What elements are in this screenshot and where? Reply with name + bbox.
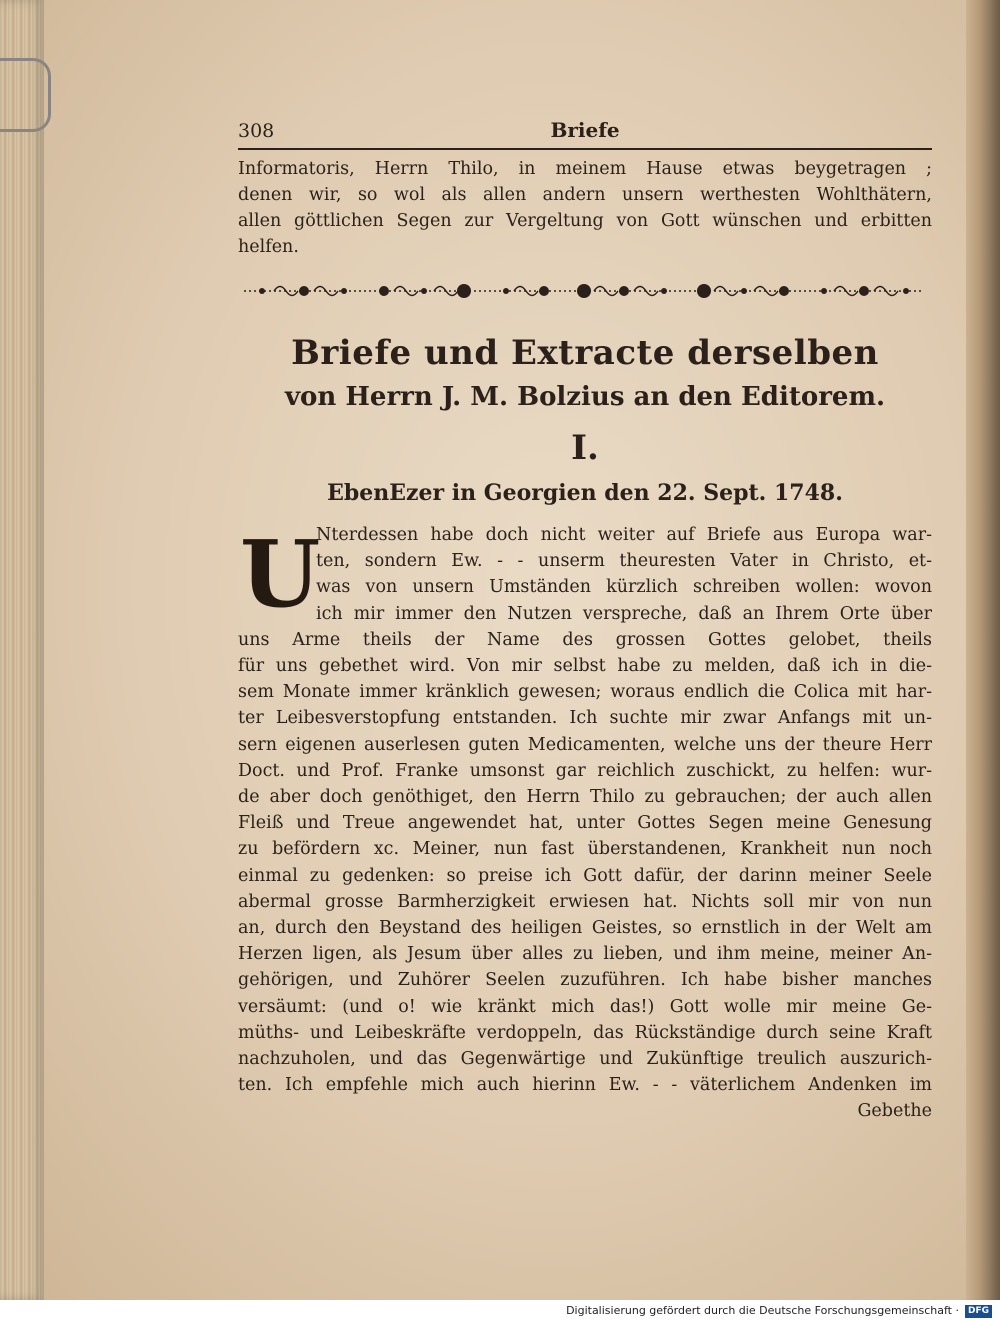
text-line: denen wir, so wol als allen andern unsern werthesten Wohlthätern, (238, 185, 932, 205)
catchword: Gebethe (857, 1101, 932, 1122)
letters-subtitle: von Herrn J. M. Bolzius an den Editorem. (284, 382, 886, 412)
text-line: Informatoris, Herrn Thilo, in meinem Hause etwas beygetragen ; (238, 159, 932, 179)
digitization-footer (0, 1300, 1000, 1321)
text-line: Nterdessen habe doch nicht weiter auf Briefe aus Europa war- (316, 525, 932, 545)
text-line: Herzen ligen, als Jesum über alles zu lieben, und ihm meine, meiner An- (238, 944, 932, 965)
footer-credit: Digitalisierung gefördert durch die Deutsche Forschungsgemeinschaft · (566, 1304, 959, 1317)
running-head (238, 112, 932, 150)
ornamental-divider (244, 280, 924, 302)
text-line: an, durch den Beystand des heiligen Geistes, so ernstlich in der Welt am (238, 918, 932, 939)
text-line: allen göttlichen Segen zur Vergeltung von Gott wünschen und erbitten (238, 211, 932, 231)
text-line: versäumt: (und o! wie kränkt mich das!) Gott wolle mir meine Ge- (238, 996, 932, 1017)
text-line: ich mir immer den Nutzen verspreche, daß an Ihrem Orte über (316, 603, 932, 624)
text-line: was von unsern Umständen kürzlich schreiben wollen: wovon (316, 577, 932, 598)
page-number: 308 (238, 120, 275, 142)
text-line: uns Arme theils der Name des grossen Gottes gelobet, theils (238, 629, 932, 650)
page-content (238, 112, 932, 1125)
text-line: nachzuholen, und das Gegenwärtige und Zukünftige treulich auszurich- (238, 1049, 932, 1070)
facing-page-edge (966, 0, 1000, 1300)
text-line: helfen. (238, 237, 299, 257)
text-line: sem Monate immer kränklich gewesen; woraus endlich die Colica mit har- (238, 682, 932, 703)
letter-body (238, 522, 932, 1125)
running-head-title: Briefe (550, 118, 620, 142)
text-line: de aber doch genöthiget, den Herrn Thilo zu gebrauchen; der auch allen (238, 787, 932, 808)
dfg-logo: DFG (965, 1305, 992, 1318)
text-line: Fleiß und Treue angewendet hat, unter Gottes Segen meine Genesung (238, 813, 932, 834)
text-line: für uns gebethet wird. Von mir selbst habe zu melden, daß ich in die- (238, 656, 932, 677)
text-line: einmal zu gedenken: so preise ich Gott dafür, der darinn meiner Seele (238, 865, 932, 886)
text-line: gehörigen, und Zuhörer Seelen zuzuführen. Ich habe bisher manches (238, 970, 932, 991)
top-paragraph (238, 156, 932, 260)
text-line: Doct. und Prof. Franke umsonst gar reichlich zuschickt, zu helfen: wur- (238, 760, 932, 781)
letters-title: Briefe und Extracte derselben (291, 333, 879, 373)
text-line: ten. Ich empfehle mich auch hierinn Ew. - - väterlichem Andenken im (238, 1075, 932, 1096)
text-line: zu befördern xc. Meiner, nun fast überstandenen, Krankheit nun noch (238, 839, 932, 860)
page-clip (0, 58, 51, 132)
text-line: abermal grosse Barmherzigkeit erwiesen hat. Nichts soll mir von nun (238, 891, 932, 912)
drop-capital: U (240, 520, 321, 628)
page-edges-stack (0, 0, 44, 1300)
text-line: sern eigenen auserlesen guten Medicamenten, welche uns der theure Herr (238, 734, 932, 755)
text-line: ten, sondern Ew. - - unserm theuresten Vater in Christo, et- (316, 551, 932, 572)
text-line: müths- und Leibeskräfte verdoppeln, das Rückständige durch seine Kraft (238, 1022, 932, 1043)
text-line: ter Leibesverstopfung entstanden. Ich suchte mir zwar Anfangs mit un- (238, 708, 932, 729)
letter-dateline: EbenEzer in Georgien den 22. Sept. 1748. (327, 480, 843, 506)
letter-number: I. (571, 428, 599, 468)
